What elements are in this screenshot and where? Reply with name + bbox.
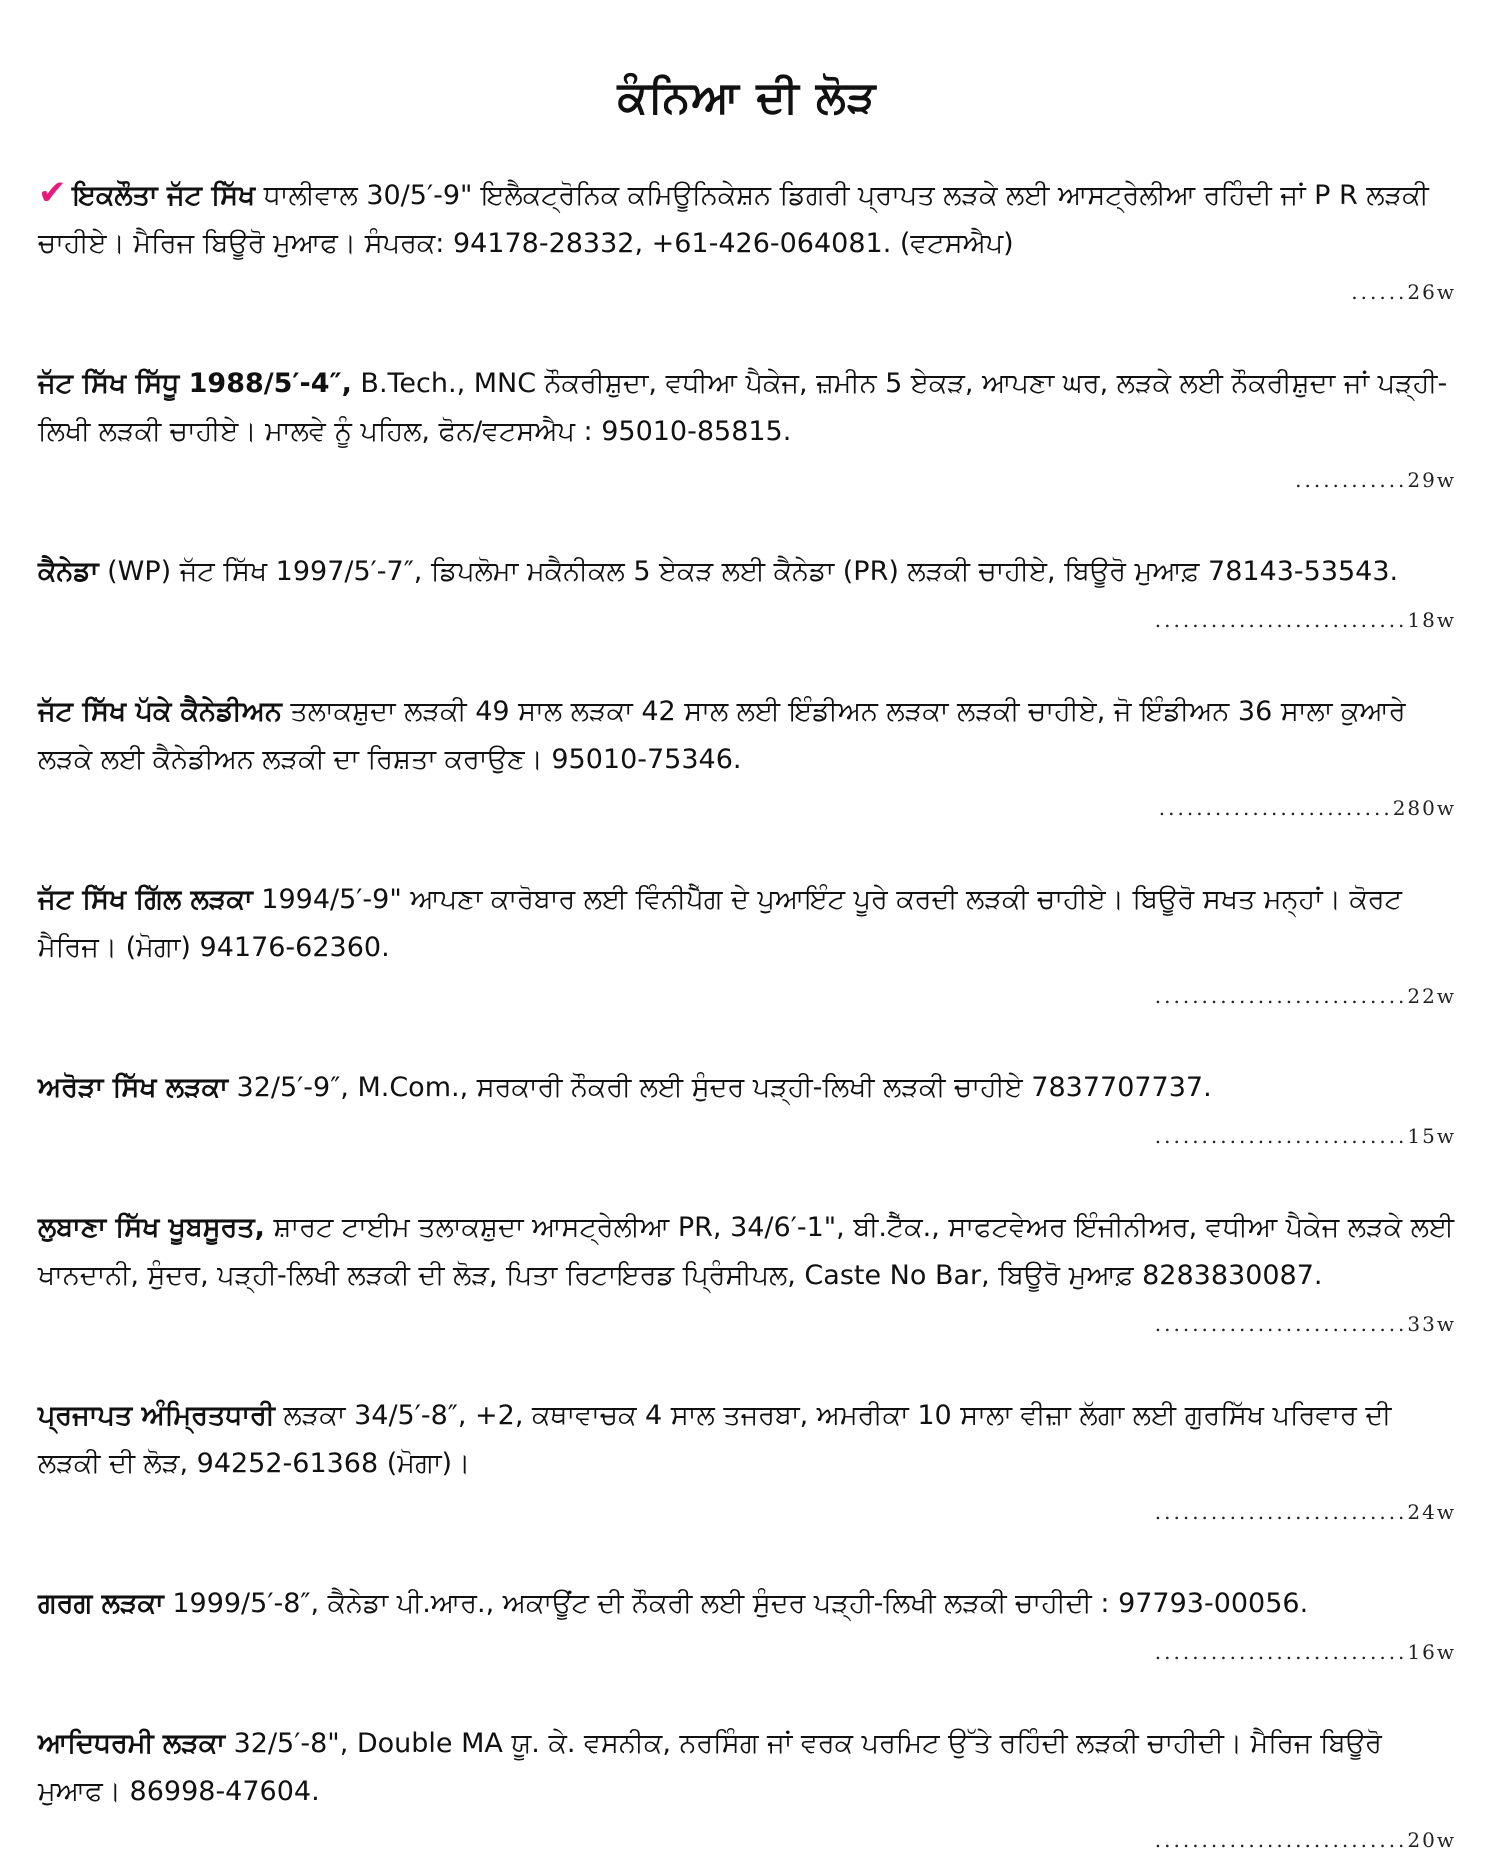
leader-dots: ........................... xyxy=(1154,1312,1408,1336)
ad-headline: ਜੱਟ ਸਿੱਖ ਸਿੱਧੂ 1988/5′-4″, xyxy=(38,368,352,399)
ad-headline: ਲੁਬਾਣਾ ਸਿੱਖ ਖੂਬਸੂਰਤ, xyxy=(38,1212,265,1243)
leader-dots: ........................... xyxy=(1154,1124,1408,1148)
ad-headline: ਪ੍ਰਜਾਪਤ ਅੰਮ੍ਰਿਤਧਾਰੀ xyxy=(38,1400,275,1431)
ad-entry xyxy=(38,169,1456,316)
ad-entry xyxy=(38,360,1456,504)
ad-body: ਲੜਕਾ 34/5′-8″, +2, ਕਥਾਵਾਚਕ 4 ਸਾਲ ਤਜਰਬਾ, ਅਮਰੀਕਾ 10 ਸਾਲਾ ਵੀਜ਼ਾ ਲੱਗਾ ਲਈ ਗੁਰਸਿੱਖ ਪਰਿਵਾਰ ਦੀ ਲੜਕੀ ਦੀ ਲੋੜ, 94252-61368 (ਮੋਗਾ)। xyxy=(38,1400,1392,1479)
leader-dots: ........................... xyxy=(1154,1500,1408,1524)
ad-text xyxy=(38,169,1456,268)
ad-body: ਸ਼ਾਰਟ ਟਾਈਮ ਤਲਾਕਸ਼ੁਦਾ ਆਸਟ੍ਰੇਲੀਆ PR, 34/6′-1", ਬੀ.ਟੈੱਕ., ਸਾਫਟਵੇਅਰ ਇੰਜੀਨੀਅਰ, ਵਧੀਆ ਪੈਕੇਜ ਲੜਕੇ ਲਈ ਖਾਨਦਾਨੀ, ਸੁੰਦਰ, ਪੜ੍ਹੀ-ਲਿਖੀ ਲੜਕੀ ਦੀ ਲੋੜ, ਪਿਤਾ ਰਿਟਾਇਰਡ ਪ੍ਰਿੰਸੀਪਲ, Caste No Bar, ਬਿਊਰੋ ਮੁਆਫ਼ 8283830087. xyxy=(38,1212,1455,1291)
leader-dots: ........................... xyxy=(1154,608,1408,632)
ad-body: B.Tech., MNC ਨੌਕਰੀਸ਼ੁਦਾ, ਵਧੀਆ ਪੈਕੇਜ, ਜ਼ਮੀਨ 5 ਏਕੜ, ਆਪਣਾ ਘਰ, ਲੜਕੇ ਲਈ ਨੌਕਰੀਸ਼ੁਦਾ ਜਾਂ ਪੜ੍ਹੀ-ਲਿਖੀ ਲੜਕੀ ਚਾਹੀਏ। ਮਾਲਵੇ ਨੂੰ ਪਹਿਲ, ਫੋਨ/ਵਟਸਐਪ : 95010-85815. xyxy=(38,368,1448,447)
leader-dots: ........................... xyxy=(1154,1640,1408,1664)
leader-dots: ...... xyxy=(1351,280,1408,304)
ad-text xyxy=(38,1720,1456,1816)
ad-reference xyxy=(1155,1488,1456,1536)
ad-headline: ਆਦਿਧਰਮੀ ਲੜਕਾ xyxy=(38,1728,226,1759)
ad-text xyxy=(38,1064,1456,1112)
ad-entry xyxy=(38,1204,1456,1348)
ad-headline: ਇਕਲੌਤਾ ਜੱਟ ਸਿੱਖ xyxy=(72,180,256,211)
ad-text xyxy=(38,548,1456,596)
leader-dots: ........................... xyxy=(1154,1828,1408,1852)
page-title: ਕੰਨਿਆ ਦੀ ਲੋੜ xyxy=(617,72,877,123)
ad-text xyxy=(38,876,1456,972)
ad-body: 32/5′-8", Double MA ਯੂ. ਕੇ. ਵਸਨੀਕ, ਨਰਸਿੰਗ ਜਾਂ ਵਰਕ ਪਰਮਿਟ ਉੱਤੇ ਰਹਿੰਦੀ ਲੜਕੀ ਚਾਹੀਦੀ। ਮੈਰਿਜ ਬਿਊਰੋ ਮੁਆਫ। 86998-47604. xyxy=(38,1728,1382,1807)
ad-code: 15w xyxy=(1407,1124,1456,1148)
ad-reference xyxy=(1155,1112,1456,1160)
ad-code: 29w xyxy=(1407,468,1456,492)
ad-entry xyxy=(38,1720,1456,1864)
ad-code: 33w xyxy=(1407,1312,1456,1336)
ad-code: 20w xyxy=(1407,1828,1456,1852)
leader-dots: ......................... xyxy=(1158,796,1393,820)
ad-body: ਤਲਾਕਸ਼ੁਦਾ ਲੜਕੀ 49 ਸਾਲ ਲੜਕਾ 42 ਸਾਲ ਲਈ ਇੰਡੀਅਨ ਲੜਕਾ ਲੜਕੀ ਚਾਹੀਏ, ਜੋ ਇੰਡੀਅਨ 36 ਸਾਲਾ ਕੁਆਰੇ ਲੜਕੇ ਲਈ ਕੈਨੇਡੀਅਨ ਲੜਕੀ ਦਾ ਰਿਸ਼ਤਾ ਕਰਾਉਣ। 95010-75346. xyxy=(38,696,1406,775)
ad-entry xyxy=(38,548,1456,644)
ad-entry xyxy=(38,1064,1456,1160)
ad-reference xyxy=(1155,972,1456,1020)
ad-body: (WP) ਜੱਟ ਸਿੱਖ 1997/5′-7″, ਡਿਪਲੋਮਾ ਮਕੈਨੀਕਲ 5 ਏਕੜ ਲਈ ਕੈਨੇਡਾ (PR) ਲੜਕੀ ਚਾਹੀਏ, ਬਿਊਰੋ ਮੁਆਫ਼ 78143-53543. xyxy=(98,556,1399,587)
ad-headline: ਜੱਟ ਸਿੱਖ ਗਿੱਲ ਲੜਕਾ xyxy=(38,884,253,915)
ad-reference xyxy=(1159,784,1456,832)
ad-headline: ਅਰੋੜਾ ਸਿੱਖ ਲੜਕਾ xyxy=(38,1072,228,1103)
ad-entry xyxy=(38,1580,1456,1676)
ad-text xyxy=(38,1204,1456,1300)
ad-text xyxy=(38,1392,1456,1488)
checkmark-icon: ✔ xyxy=(38,173,67,213)
ad-reference xyxy=(1155,1300,1456,1348)
ad-code: 22w xyxy=(1407,984,1456,1008)
ad-code: 16w xyxy=(1407,1640,1456,1664)
ads-list xyxy=(38,169,1456,1864)
ad-body: 32/5′-9″, M.Com., ਸਰਕਾਰੀ ਨੌਕਰੀ ਲਈ ਸੁੰਦਰ ਪੜ੍ਹੀ-ਲਿਖੀ ਲੜਕੀ ਚਾਹੀਏ 7837707737. xyxy=(227,1072,1212,1103)
ad-entry xyxy=(38,876,1456,1020)
ad-body: ਧਾਲੀਵਾਲ 30/5′-9" ਇਲੈਕਟ੍ਰੋਨਿਕ ਕਮਿਊਨਿਕੇਸ਼ਨ ਡਿਗਰੀ ਪ੍ਰਾਪਤ ਲੜਕੇ ਲਈ ਆਸਟ੍ਰੇਲੀਆ ਰਹਿੰਦੀ ਜਾਂ P R ਲੜਕੀ ਚਾਹੀਏ। ਮੈਰਿਜ ਬਿਊਰੋ ਮੁਆਫ। ਸੰਪਰਕ: 94178-28332, +61-426-064081. (ਵਟਸਐਪ) xyxy=(38,180,1429,259)
ad-body: 1994/5′-9" ਆਪਣਾ ਕਾਰੋਬਾਰ ਲਈ ਵਿੰਨੀਪੈੱਗ ਦੇ ਪੁਆਇੰਟ ਪੂਰੇ ਕਰਦੀ ਲੜਕੀ ਚਾਹੀਏ। ਬਿਊਰੋ ਸਖਤ ਮਨ੍ਹਾਂ। ਕੋਰਟ ਮੈਰਿਜ। (ਮੋਗਾ) 94176-62360. xyxy=(38,884,1402,963)
ad-entry xyxy=(38,688,1456,832)
ad-reference xyxy=(1351,268,1456,316)
leader-dots: ........................... xyxy=(1154,984,1408,1008)
ad-reference xyxy=(1155,596,1456,644)
ad-reference xyxy=(1155,1628,1456,1676)
ad-code: 18w xyxy=(1407,608,1456,632)
ad-headline: ਜੱਟ ਸਿੱਖ ਪੱਕੇ ਕੈਨੇਡੀਅਨ xyxy=(38,696,282,727)
ad-headline: ਕੈਨੇਡਾ xyxy=(38,556,99,587)
ad-code: 280w xyxy=(1392,796,1456,820)
ad-text xyxy=(38,1580,1456,1628)
ad-code: 26w xyxy=(1407,280,1456,304)
ad-body: 1999/5′-8″, ਕੈਨੇਡਾ ਪੀ.ਆਰ., ਅਕਾਊਂਟ ਦੀ ਨੌਕਰੀ ਲਈ ਸੁੰਦਰ ਪੜ੍ਹੀ-ਲਿਖੀ ਲੜਕੀ ਚਾਹੀਦੀ : 97793-00056. xyxy=(163,1588,1309,1619)
ad-headline: ਗਰਗ ਲੜਕਾ xyxy=(38,1588,164,1619)
ad-reference xyxy=(1295,456,1456,504)
ad-entry xyxy=(38,1392,1456,1536)
ad-text xyxy=(38,688,1456,784)
ad-code: 24w xyxy=(1407,1500,1456,1524)
ad-text xyxy=(38,360,1456,456)
leader-dots: ............ xyxy=(1295,468,1408,492)
ad-reference xyxy=(1155,1816,1456,1864)
